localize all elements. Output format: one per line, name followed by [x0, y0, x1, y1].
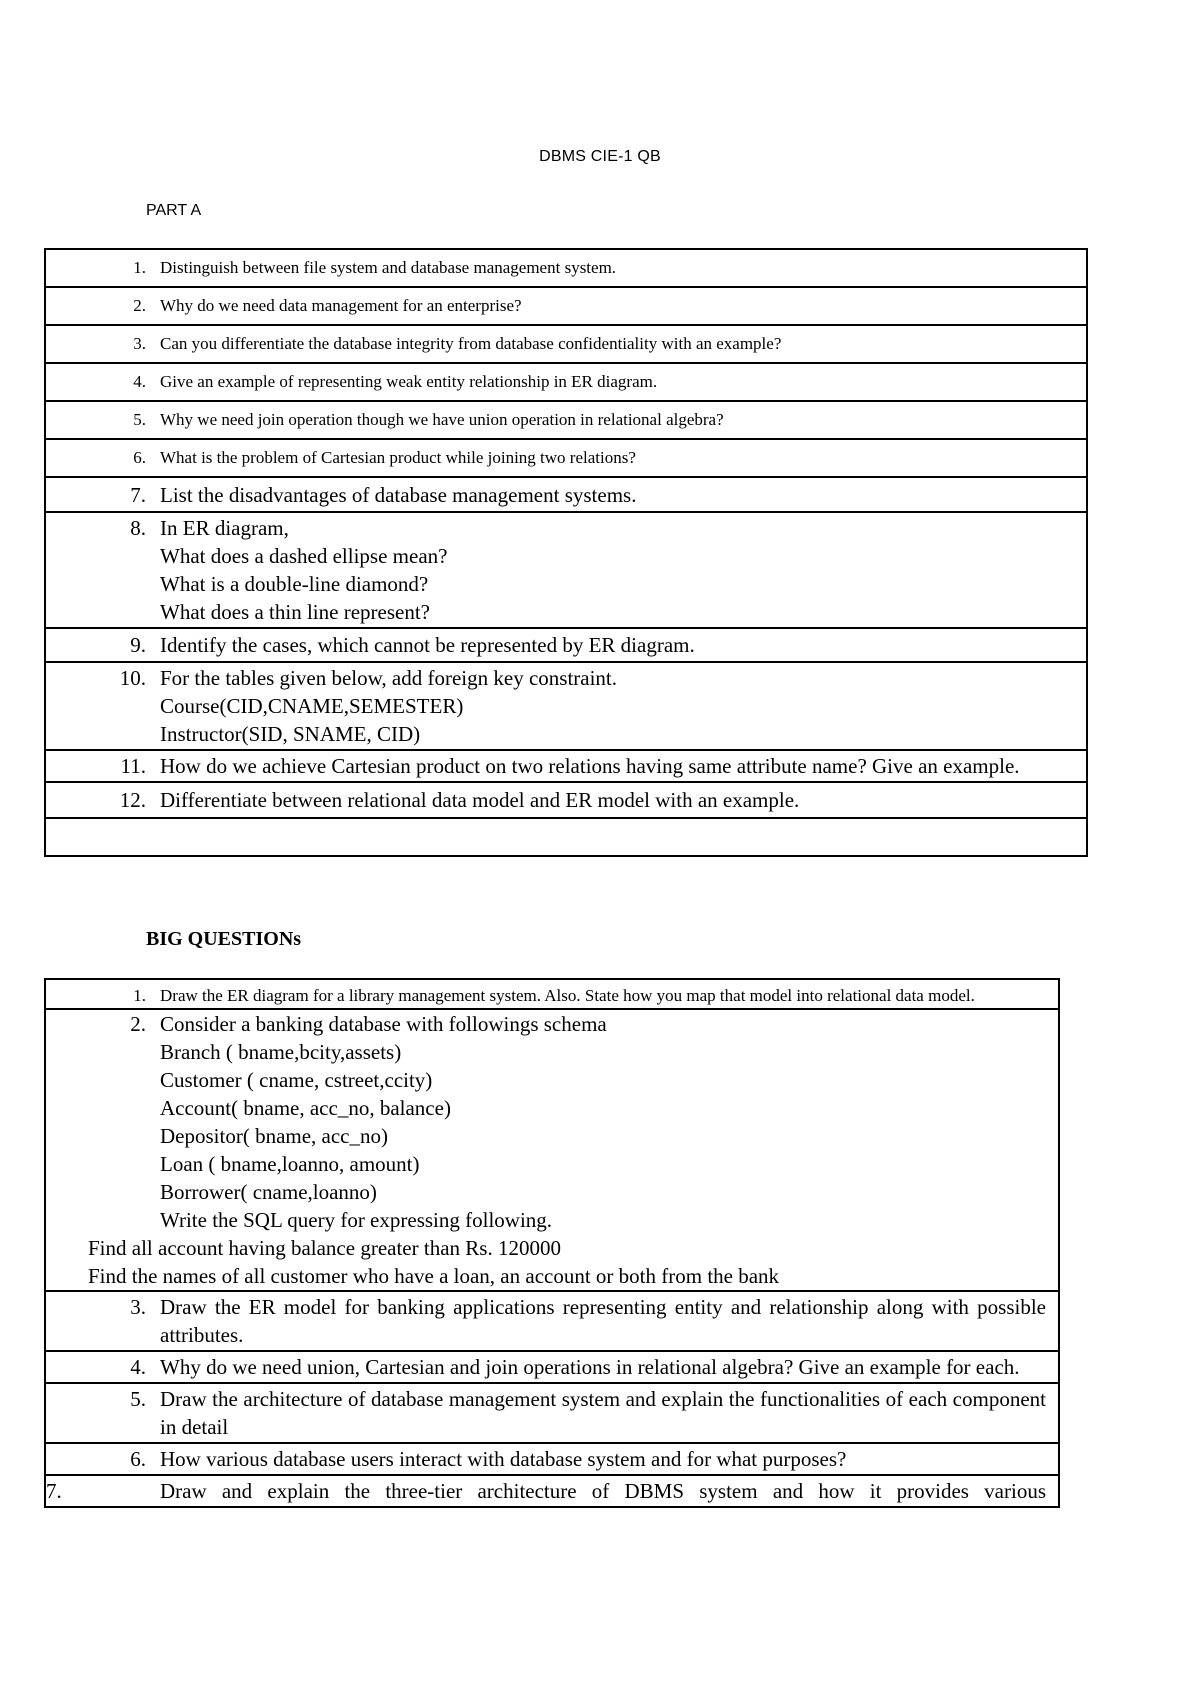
- table-row: [45, 1443, 1059, 1475]
- question-line: Branch ( bname,bcity,assets): [160, 1040, 402, 1064]
- question-text: Why do we need union, Cartesian and join operations in relational algebra? Give an example for each.: [160, 1355, 1020, 1379]
- table-row: [45, 979, 1059, 1009]
- question-number: 6.: [130, 1447, 146, 1471]
- table-row: [45, 249, 1087, 287]
- question-line: For the tables given below, add foreign key constraint.: [160, 666, 618, 690]
- question-sub-line: Find all account having balance greater than Rs. 120000: [88, 1236, 561, 1260]
- question-line: Loan ( bname,loanno, amount): [160, 1152, 420, 1176]
- question-text: Identify the cases, which cannot be represented by ER diagram.: [160, 633, 695, 657]
- question-number: 7.: [130, 483, 146, 507]
- question-text: How do we achieve Cartesian product on two relations having same attribute name? Give an example.: [160, 754, 1020, 778]
- table-row: [45, 628, 1087, 662]
- table-row: [45, 512, 1087, 628]
- question-number: 10.: [119, 666, 146, 690]
- table-row: [45, 662, 1087, 750]
- part-a-table: [44, 248, 1088, 857]
- question-text: Draw the ER diagram for a library management system. Also. State how you map that model into relational data model.: [160, 986, 975, 1005]
- table-row: [45, 1383, 1059, 1443]
- question-number: 4.: [133, 372, 146, 391]
- question-line: What does a dashed ellipse mean?: [160, 544, 448, 568]
- question-number: 8.: [130, 516, 146, 540]
- question-text: Give an example of representing weak entity relationship in ER diagram.: [160, 372, 658, 391]
- table-row: [45, 782, 1087, 818]
- question-line: Consider a banking database with followings schema: [160, 1012, 607, 1036]
- question-line: Course(CID,CNAME,SEMESTER): [160, 694, 464, 718]
- table-row: [45, 363, 1087, 401]
- question-number: 5.: [133, 410, 146, 429]
- question-number: 7.: [46, 1479, 62, 1503]
- question-text: Why do we need data management for an enterprise?: [160, 296, 522, 315]
- question-text: How various database users interact with database system and for what purposes?: [160, 1447, 847, 1471]
- question-number: 2.: [130, 1012, 146, 1036]
- table-row: [45, 1291, 1059, 1351]
- question-line: Depositor( bname, acc_no): [160, 1124, 388, 1148]
- table-row: [45, 439, 1087, 477]
- question-text: Draw the architecture of database management system and explain the functionalities of each component in detail: [160, 1387, 1046, 1439]
- question-line: In ER diagram,: [160, 516, 289, 540]
- question-text: What is the problem of Cartesian product while joining two relations?: [160, 448, 636, 467]
- empty-table-row: [45, 818, 1087, 856]
- question-number: 3.: [133, 334, 146, 353]
- question-text: List the disadvantages of database management systems.: [160, 483, 637, 507]
- question-line: What is a double-line diamond?: [160, 572, 429, 596]
- question-text: Draw the ER model for banking applications representing entity and relationship along with possible attributes.: [160, 1295, 1046, 1347]
- question-text: Can you differentiate the database integrity from database confidentiality with an example?: [160, 334, 782, 353]
- question-number: 6.: [133, 448, 146, 467]
- question-line: Account( bname, acc_no, balance): [160, 1096, 451, 1120]
- question-number: 9.: [130, 633, 146, 657]
- question-line: What does a thin line represent?: [160, 600, 430, 624]
- part-a-label: PART A: [146, 202, 202, 219]
- big-questions-label: BIG QUESTIONs: [146, 928, 302, 950]
- table-row: [45, 750, 1087, 782]
- question-sub-line: Find the names of all customer who have a loan, an account or both from the bank: [88, 1264, 780, 1288]
- question-number: 12.: [119, 788, 146, 812]
- document-title: DBMS CIE-1 QB: [539, 148, 661, 165]
- table-row: [45, 325, 1087, 363]
- question-number: 5.: [130, 1387, 146, 1411]
- question-number: 4.: [130, 1355, 146, 1379]
- question-text: Why we need join operation though we have union operation in relational algebra?: [160, 410, 724, 429]
- question-text: Differentiate between relational data model and ER model with an example.: [160, 788, 800, 812]
- question-number: 3.: [130, 1295, 146, 1319]
- table-row: [45, 1009, 1059, 1291]
- question-text: Draw and explain the three-tier architecture of DBMS system and how it provides various: [160, 1479, 1046, 1503]
- question-number: 1.: [133, 986, 146, 1005]
- table-row: [45, 477, 1087, 512]
- table-row: [45, 287, 1087, 325]
- question-number: 2.: [133, 296, 146, 315]
- question-line: Write the SQL query for expressing following.: [160, 1208, 553, 1232]
- question-line: Instructor(SID, SNAME, CID): [160, 722, 421, 746]
- question-line: Borrower( cname,loanno): [160, 1180, 377, 1204]
- big-questions-table: [44, 978, 1060, 1508]
- question-text: Distinguish between file system and database management system.: [160, 258, 617, 277]
- question-number: 11.: [120, 754, 146, 778]
- question-number: 1.: [133, 258, 146, 277]
- table-row: [45, 1475, 1059, 1507]
- table-row: [45, 401, 1087, 439]
- table-row: [45, 1351, 1059, 1383]
- question-line: Customer ( cname, cstreet,ccity): [160, 1068, 433, 1092]
